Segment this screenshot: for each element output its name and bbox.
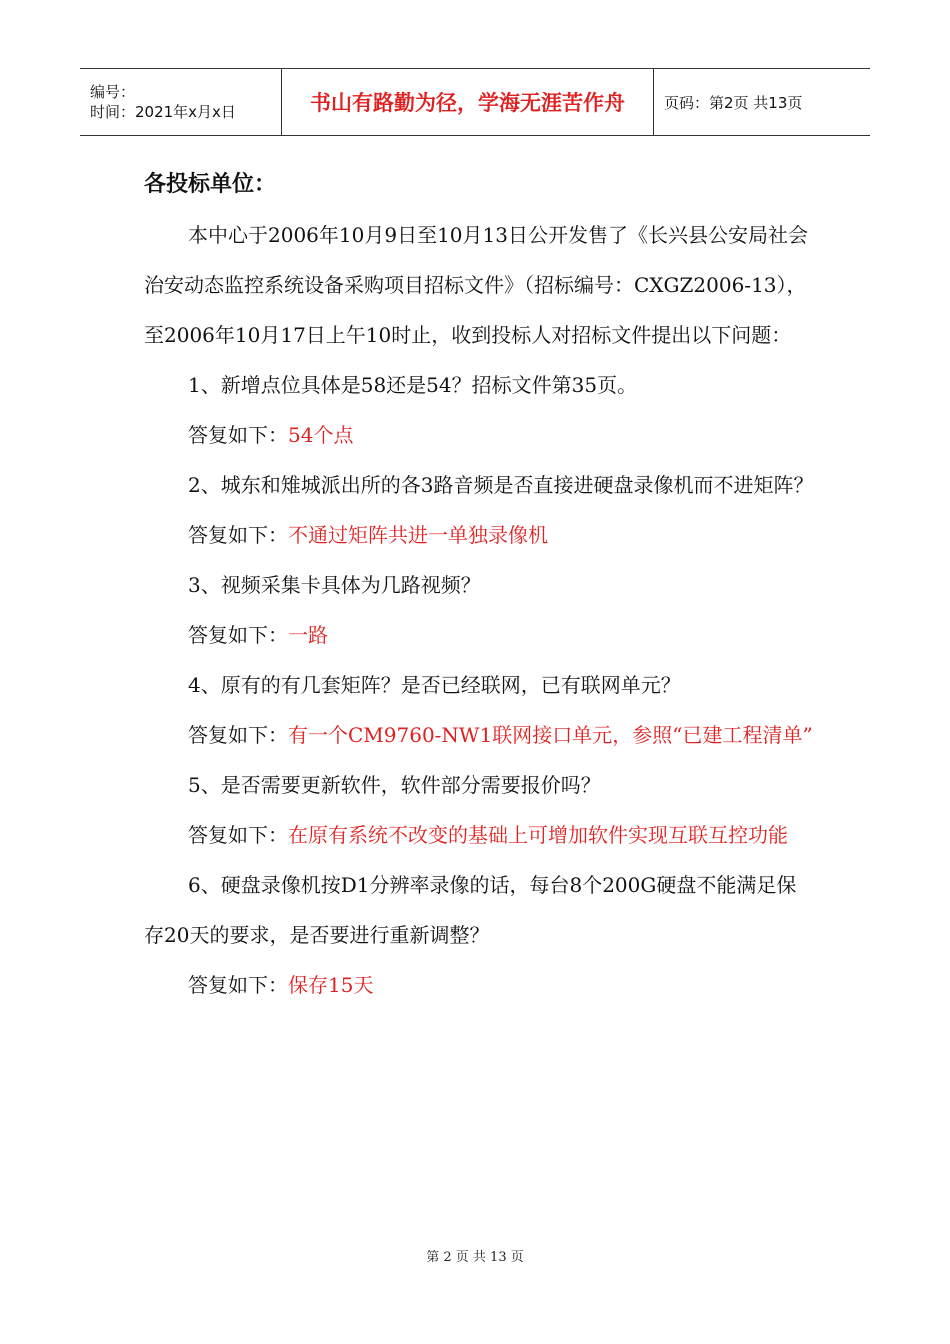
- answer-6: [144, 960, 816, 1010]
- answer-4: [144, 710, 816, 760]
- answer-prefix: 答复如下：: [188, 423, 288, 447]
- answer-5: [144, 810, 816, 860]
- question-2: 2、城东和雉城派出所的各3路音频是否直接进硬盘录像机而不进矩阵？: [188, 473, 814, 497]
- answer-prefix: 答复如下：: [188, 973, 288, 997]
- answer-prefix: 答复如下：: [188, 723, 288, 747]
- question-6: 6、硬盘录像机按D1分辨率录像的话，每台8个200G硬盘不能满足保存20天的要求，是否要进行重新调整？: [144, 873, 797, 947]
- page-info-text: 页码：第2页 共13页: [664, 93, 803, 112]
- answer-text: 有一个CM9760-NW1联网接口单元，参照“已建工程清单”: [288, 723, 813, 747]
- question-1: 1、新增点位具体是58还是54？招标文件第35页。: [188, 373, 638, 397]
- answer-text: 不通过矩阵共进一单独录像机: [288, 523, 548, 547]
- answer-prefix: 答复如下：: [188, 523, 288, 547]
- answer-text: 54个点: [288, 423, 354, 447]
- header-number: 编号：: [90, 83, 136, 101]
- answer-prefix: 答复如下：: [188, 823, 288, 847]
- motto-text: 书山有路勤为径，学海无涯苦作舟: [310, 91, 625, 115]
- answer-prefix: 答复如下：: [188, 623, 288, 647]
- answer-text: 一路: [288, 623, 328, 647]
- document-body: [144, 160, 816, 1010]
- page-header: [80, 68, 870, 136]
- answer-1: [144, 410, 816, 460]
- answer-text: 在原有系统不改变的基础上可增加软件实现互联互控功能: [288, 823, 788, 847]
- answer-2: [144, 510, 816, 560]
- salutation-heading: 各投标单位：: [144, 172, 277, 197]
- header-motto: [282, 69, 654, 135]
- page-footer: 第 2 页 共 13 页: [426, 1250, 524, 1265]
- answer-3: [144, 610, 816, 660]
- header-meta: [80, 69, 282, 135]
- question-3: 3、视频采集卡具体为几路视频？: [188, 573, 481, 597]
- question-5: 5、是否需要更新软件，软件部分需要报价吗？: [188, 773, 601, 797]
- header-page-info: [654, 69, 870, 135]
- question-4: 4、原有的有几套矩阵？是否已经联网，已有联网单元？: [188, 673, 681, 697]
- intro-paragraph: 本中心于2006年10月9日至10月13日公开发售了《长兴县公安局社会治安动态监控系统设备采购项目招标文件》（招标编号：CXGZ2006-13），至2006年10月17日上午10时止，收到投标人对招标文件提出以下问题：: [144, 223, 808, 347]
- answer-text: 保存15天: [288, 973, 374, 997]
- header-date: 时间：2021年x月x日: [90, 103, 236, 121]
